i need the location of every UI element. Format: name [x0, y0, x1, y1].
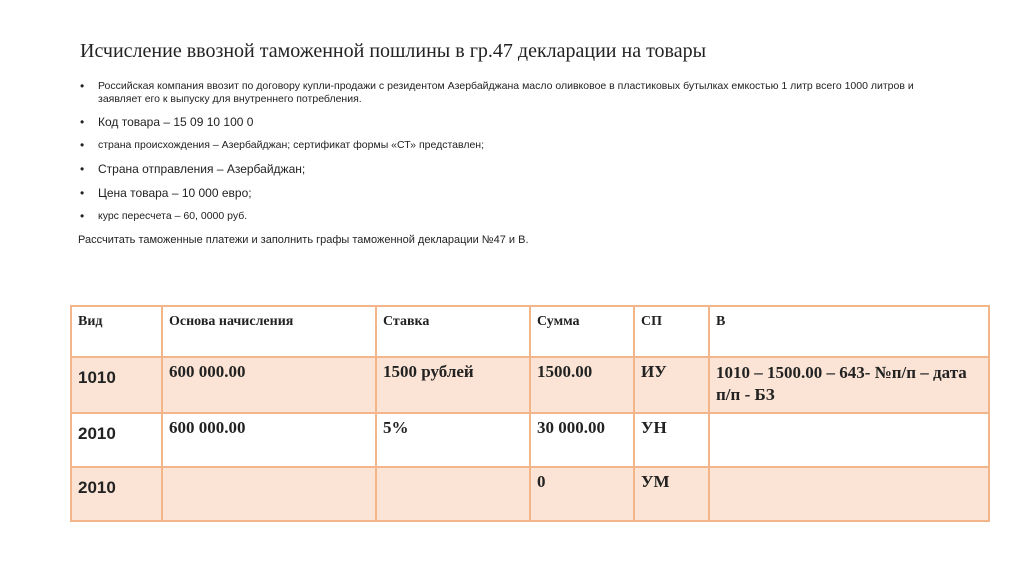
- bullet-item: • Цена товара – 10 000 евро;: [78, 186, 958, 201]
- table-row: [71, 413, 989, 467]
- cell-sp: УМ: [634, 467, 709, 521]
- cell-sum: 0: [530, 467, 634, 521]
- cell-base: 600 000.00: [162, 357, 376, 413]
- cell-b: [709, 467, 989, 521]
- cell-base: 600 000.00: [162, 413, 376, 467]
- cell-sp: УН: [634, 413, 709, 467]
- header-sp: СП: [634, 306, 709, 357]
- cell-rate: 1500 рублей: [376, 357, 530, 413]
- header-vid: Вид: [71, 306, 162, 357]
- bullet-item: • курс пересчета – 60, 0000 руб.: [78, 210, 958, 223]
- task-bullets: [78, 80, 958, 247]
- cell-vid: 2010: [71, 467, 162, 521]
- cell-vid: 2010: [71, 413, 162, 467]
- bullet-item: • Страна отправления – Азербайджан;: [78, 162, 958, 177]
- cell-sum: 1500.00: [530, 357, 634, 413]
- cell-base: [162, 467, 376, 521]
- bullet-item: • Российская компания ввозит по договору купли-продажи с резидентом Азербайджана масло оливковое в пластиковых бутылках емкостью 1 литр всего 1000 литров и заявляет его к выпуску для внутреннего потребления.: [78, 80, 958, 106]
- cell-rate: 5%: [376, 413, 530, 467]
- instruction-text: Рассчитать таможенные платежи и заполнить графы таможенной декларации №47 и В.: [78, 234, 529, 246]
- table-row: [71, 357, 989, 413]
- page-title: Исчисление ввозной таможенной пошлины в гр.47 декларации на товары: [80, 40, 707, 62]
- cell-b: 1010 – 1500.00 – 643- №п/п – дата п/п - БЗ: [709, 357, 989, 413]
- table-row: [71, 467, 989, 521]
- header-sum: Сумма: [530, 306, 634, 357]
- bullet-item: • страна происхождения – Азербайджан; сертификат формы «СТ» представлен;: [78, 139, 958, 152]
- header-rate: Ставка: [376, 306, 530, 357]
- cell-sum: 30 000.00: [530, 413, 634, 467]
- table-header-row: [71, 306, 989, 357]
- cell-vid: 1010: [71, 357, 162, 413]
- bullet-item: • Код товара – 15 09 10 100 0: [78, 115, 958, 130]
- cell-b: [709, 413, 989, 467]
- payments-table: [70, 305, 990, 522]
- cell-sp: ИУ: [634, 357, 709, 413]
- header-base: Основа начисления: [162, 306, 376, 357]
- cell-rate: [376, 467, 530, 521]
- header-b: В: [709, 306, 989, 357]
